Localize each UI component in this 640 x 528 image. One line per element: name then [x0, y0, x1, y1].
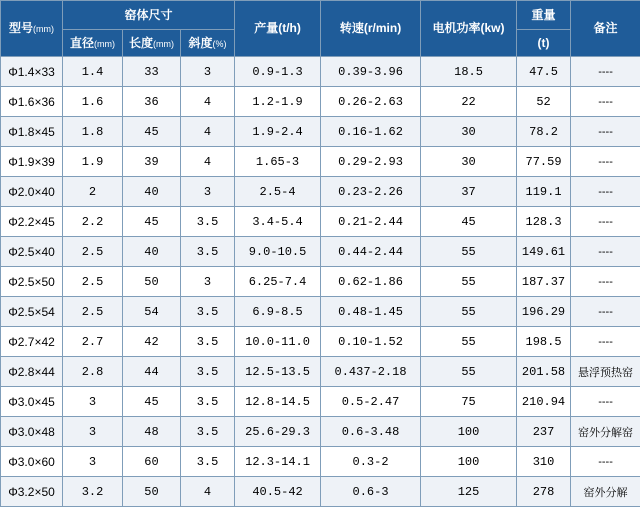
cell-speed: 0.16-1.62: [321, 117, 421, 147]
cell-weight: 119.1: [517, 177, 571, 207]
cell-remark: ----: [571, 147, 640, 177]
cell-slope: 3: [181, 177, 235, 207]
header-weight-main: 重量: [517, 1, 571, 30]
cell-power: 100: [421, 417, 517, 447]
cell-slope: 3.5: [181, 357, 235, 387]
cell-weight: 201.58: [517, 357, 571, 387]
table-row: [1, 297, 640, 327]
cell-weight: 278: [517, 477, 571, 507]
header-diameter: [63, 30, 123, 57]
cell-output: 6.25-7.4: [235, 267, 321, 297]
cell-weight: 237: [517, 417, 571, 447]
cell-diameter: 2.5: [63, 237, 123, 267]
cell-power: 75: [421, 387, 517, 417]
cell-model: Φ2.8×44: [1, 357, 63, 387]
cell-diameter: 1.8: [63, 117, 123, 147]
cell-model: Φ2.5×50: [1, 267, 63, 297]
cell-remark: ----: [571, 447, 640, 477]
cell-diameter: 2.2: [63, 207, 123, 237]
header-weight-unit: (t): [517, 30, 571, 57]
cell-remark: ----: [571, 117, 640, 147]
cell-power: 18.5: [421, 57, 517, 87]
cell-weight: 210.94: [517, 387, 571, 417]
cell-slope: 3.5: [181, 297, 235, 327]
cell-length: 36: [123, 87, 181, 117]
cell-speed: 0.26-2.63: [321, 87, 421, 117]
cell-power: 125: [421, 477, 517, 507]
cell-slope: 3.5: [181, 417, 235, 447]
table-row: [1, 147, 640, 177]
cell-speed: 0.10-1.52: [321, 327, 421, 357]
cell-diameter: 2.7: [63, 327, 123, 357]
table-row: [1, 447, 640, 477]
cell-model: Φ3.0×48: [1, 417, 63, 447]
cell-weight: 52: [517, 87, 571, 117]
cell-diameter: 2: [63, 177, 123, 207]
header-body-size-group: 窑体尺寸: [63, 1, 235, 30]
cell-model: Φ1.8×45: [1, 117, 63, 147]
cell-diameter: 3: [63, 447, 123, 477]
cell-weight: 198.5: [517, 327, 571, 357]
cell-slope: 3.5: [181, 237, 235, 267]
cell-slope: 4: [181, 117, 235, 147]
cell-model: Φ3.0×60: [1, 447, 63, 477]
cell-model: Φ2.5×40: [1, 237, 63, 267]
cell-model: Φ3.0×45: [1, 387, 63, 417]
cell-diameter: 2.5: [63, 297, 123, 327]
cell-speed: 0.6-3.48: [321, 417, 421, 447]
cell-speed: 0.3-2: [321, 447, 421, 477]
cell-length: 40: [123, 237, 181, 267]
cell-weight: 310: [517, 447, 571, 477]
cell-model: Φ3.2×50: [1, 477, 63, 507]
table-row: [1, 417, 640, 447]
cell-speed: 0.23-2.26: [321, 177, 421, 207]
cell-output: 2.5-4: [235, 177, 321, 207]
cell-remark: ----: [571, 327, 640, 357]
cell-remark: 窑外分解: [571, 477, 640, 507]
cell-output: 1.65-3: [235, 147, 321, 177]
table-row: [1, 357, 640, 387]
header-remark: 备注: [571, 1, 640, 57]
cell-model: Φ2.0×40: [1, 177, 63, 207]
cell-length: 54: [123, 297, 181, 327]
header-power: 电机功率(kw): [421, 1, 517, 57]
cell-diameter: 1.6: [63, 87, 123, 117]
table-row: [1, 177, 640, 207]
cell-model: Φ1.4×33: [1, 57, 63, 87]
cell-power: 30: [421, 117, 517, 147]
cell-model: Φ2.7×42: [1, 327, 63, 357]
cell-weight: 47.5: [517, 57, 571, 87]
header-model-unit: (mm): [33, 24, 54, 34]
table-row: [1, 237, 640, 267]
cell-output: 25.6-29.3: [235, 417, 321, 447]
cell-model: Φ2.2×45: [1, 207, 63, 237]
cell-length: 39: [123, 147, 181, 177]
cell-slope: 3.5: [181, 387, 235, 417]
cell-power: 100: [421, 447, 517, 477]
cell-diameter: 1.9: [63, 147, 123, 177]
cell-model: Φ1.6×36: [1, 87, 63, 117]
header-slope-main: 斜度: [188, 35, 213, 50]
cell-power: 37: [421, 177, 517, 207]
cell-model: Φ1.9×39: [1, 147, 63, 177]
cell-weight: 128.3: [517, 207, 571, 237]
cell-remark: ----: [571, 57, 640, 87]
table-row: [1, 477, 640, 507]
cell-diameter: 3: [63, 387, 123, 417]
cell-remark: ----: [571, 297, 640, 327]
cell-slope: 4: [181, 87, 235, 117]
cell-speed: 0.5-2.47: [321, 387, 421, 417]
cell-weight: 187.37: [517, 267, 571, 297]
cell-length: 60: [123, 447, 181, 477]
cell-power: 55: [421, 357, 517, 387]
cell-speed: 0.44-2.44: [321, 237, 421, 267]
cell-length: 40: [123, 177, 181, 207]
cell-length: 42: [123, 327, 181, 357]
cell-remark: ----: [571, 87, 640, 117]
cell-diameter: 3: [63, 417, 123, 447]
cell-output: 6.9-8.5: [235, 297, 321, 327]
cell-speed: 0.21-2.44: [321, 207, 421, 237]
cell-slope: 3.5: [181, 207, 235, 237]
cell-slope: 3.5: [181, 327, 235, 357]
header-length-main: 长度: [128, 35, 153, 50]
cell-power: 55: [421, 267, 517, 297]
cell-diameter: 2.5: [63, 267, 123, 297]
cell-length: 45: [123, 117, 181, 147]
cell-output: 12.5-13.5: [235, 357, 321, 387]
cell-diameter: 1.4: [63, 57, 123, 87]
header-slope: [181, 30, 235, 57]
cell-power: 55: [421, 237, 517, 267]
cell-length: 33: [123, 57, 181, 87]
cell-output: 40.5-42: [235, 477, 321, 507]
cell-remark: 悬浮预热窑: [571, 357, 640, 387]
cell-remark: ----: [571, 387, 640, 417]
cell-speed: 0.437-2.18: [321, 357, 421, 387]
cell-length: 50: [123, 477, 181, 507]
cell-speed: 0.29-2.93: [321, 147, 421, 177]
table-row: [1, 327, 640, 357]
cell-remark: ----: [571, 267, 640, 297]
cell-length: 45: [123, 387, 181, 417]
cell-output: 3.4-5.4: [235, 207, 321, 237]
table-header: [1, 1, 640, 57]
cell-remark: ----: [571, 237, 640, 267]
cell-weight: 78.2: [517, 117, 571, 147]
cell-length: 48: [123, 417, 181, 447]
cell-weight: 149.61: [517, 237, 571, 267]
cell-output: 0.9-1.3: [235, 57, 321, 87]
table-row: [1, 117, 640, 147]
cell-slope: 4: [181, 477, 235, 507]
cell-output: 9.0-10.5: [235, 237, 321, 267]
header-length: [123, 30, 181, 57]
table-row: [1, 57, 640, 87]
cell-power: 30: [421, 147, 517, 177]
cell-power: 55: [421, 297, 517, 327]
cell-length: 45: [123, 207, 181, 237]
header-output: 产量(t/h): [235, 1, 321, 57]
header-diameter-main: 直径: [69, 35, 94, 50]
cell-slope: 3: [181, 267, 235, 297]
cell-speed: 0.62-1.86: [321, 267, 421, 297]
cell-output: 10.0-11.0: [235, 327, 321, 357]
table-row: [1, 87, 640, 117]
cell-length: 50: [123, 267, 181, 297]
cell-output: 1.2-1.9: [235, 87, 321, 117]
header-model: [1, 1, 63, 57]
cell-weight: 77.59: [517, 147, 571, 177]
cell-length: 44: [123, 357, 181, 387]
cell-power: 45: [421, 207, 517, 237]
cell-remark: ----: [571, 207, 640, 237]
cell-output: 12.3-14.1: [235, 447, 321, 477]
cell-speed: 0.6-3: [321, 477, 421, 507]
cell-weight: 196.29: [517, 297, 571, 327]
header-length-unit: (mm): [153, 38, 174, 49]
cell-output: 1.9-2.4: [235, 117, 321, 147]
cell-model: Φ2.5×54: [1, 297, 63, 327]
cell-remark: 窑外分解窑: [571, 417, 640, 447]
table-row: [1, 207, 640, 237]
table-row: [1, 387, 640, 417]
cell-power: 22: [421, 87, 517, 117]
table-body: [1, 57, 640, 507]
cell-slope: 3.5: [181, 447, 235, 477]
cell-diameter: 2.8: [63, 357, 123, 387]
header-slope-unit: (%): [212, 38, 227, 49]
cell-speed: 0.39-3.96: [321, 57, 421, 87]
cell-output: 12.8-14.5: [235, 387, 321, 417]
table-row: [1, 267, 640, 297]
cell-remark: ----: [571, 177, 640, 207]
cell-diameter: 3.2: [63, 477, 123, 507]
header-speed: 转速(r/min): [321, 1, 421, 57]
cell-slope: 4: [181, 147, 235, 177]
header-model-main: 型号: [8, 21, 33, 35]
header-diameter-unit: (mm): [94, 38, 115, 49]
cell-slope: 3: [181, 57, 235, 87]
cell-speed: 0.48-1.45: [321, 297, 421, 327]
cell-power: 55: [421, 327, 517, 357]
